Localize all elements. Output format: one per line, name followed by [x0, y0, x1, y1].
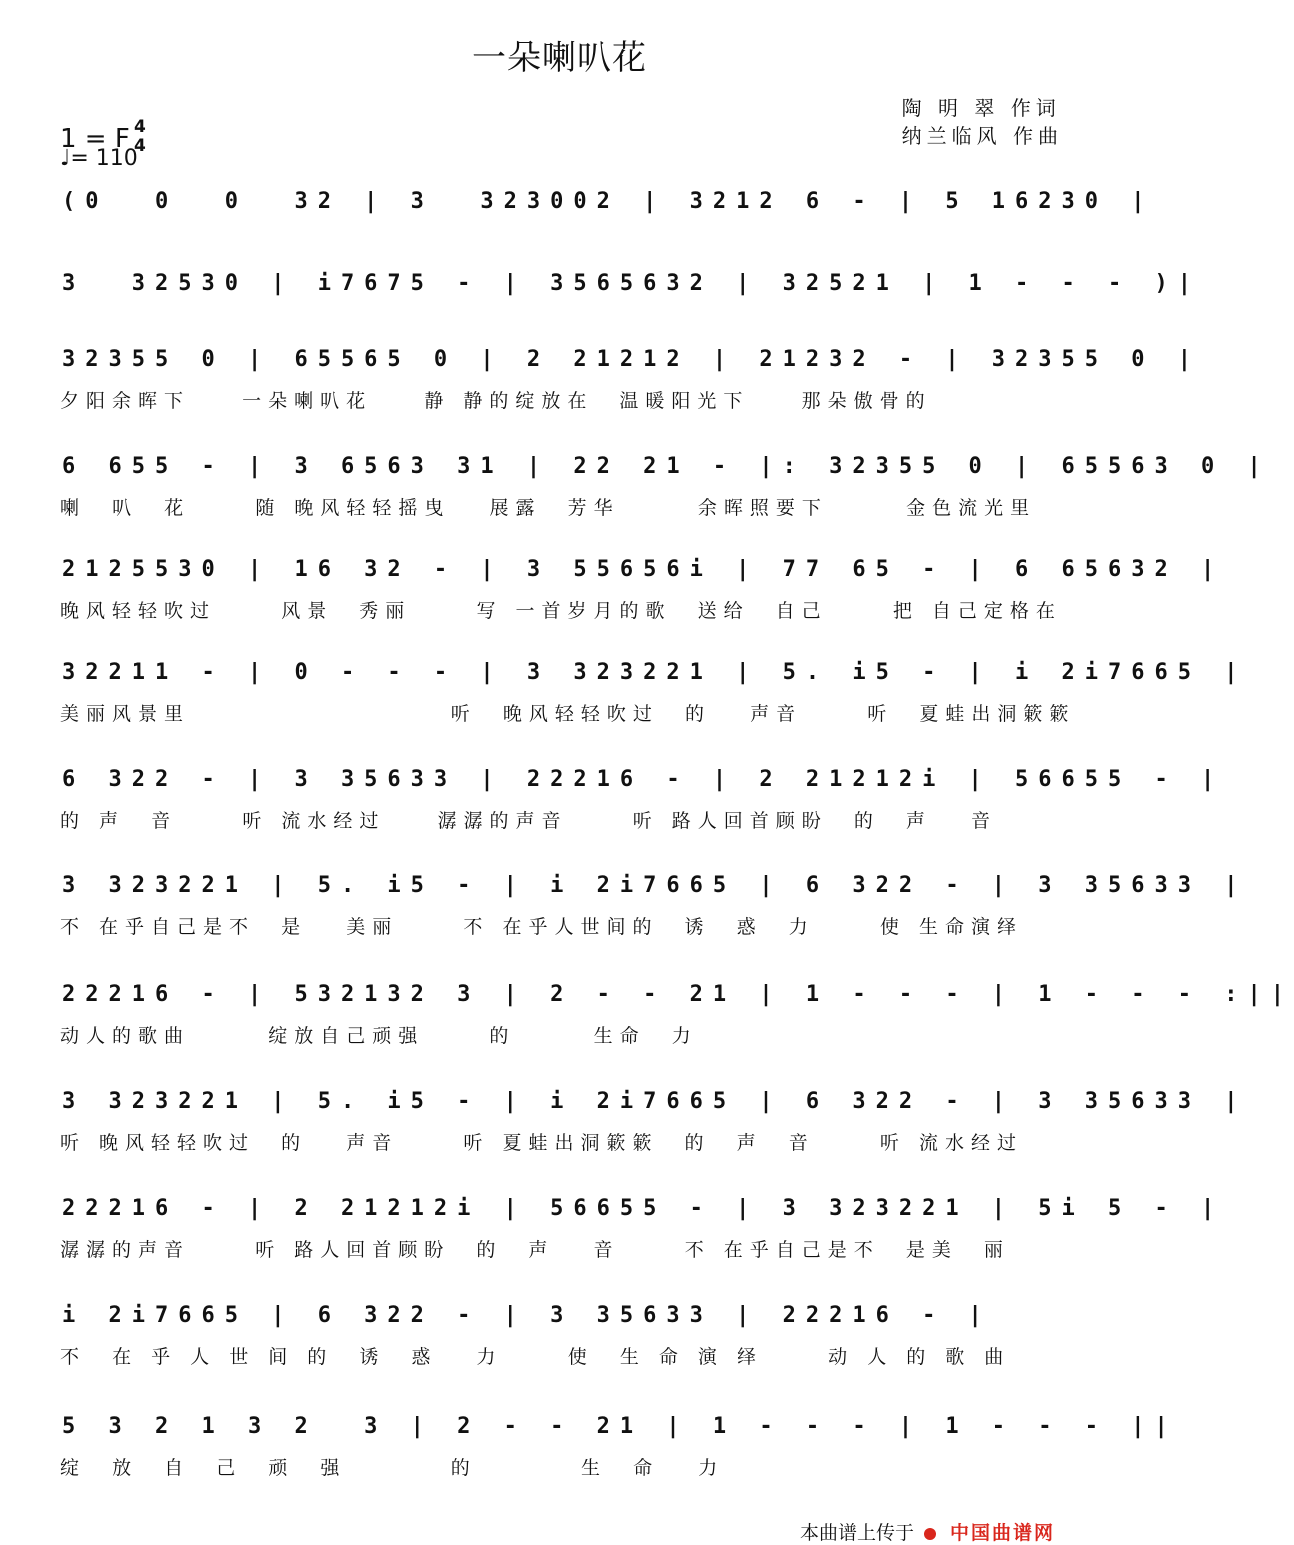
notation-line: 32211 - | 0 - - - | 3 323221 | 5. i5 - | i 2i7665 | [62, 660, 1248, 685]
lyricist-credit: 陶 明 翠 作词 [901, 96, 1061, 120]
lyric-line: 的 声 音 听 流水经过 潺潺的声音 听 路人回首顾盼 的 声 音 [60, 810, 998, 832]
score-row [56, 266, 1202, 336]
lyric-line: 美丽风景里 听 晚风轻轻吹过 的 声音 听 夏蛙出洞簌簌 [60, 703, 1076, 725]
lyric-line: 不 在乎自己是不 是 美丽 不 在乎人世间的 诱 惑 力 使 生命演绎 [60, 916, 1023, 938]
lyric-line: 夕阳余晖下 一朵喇叭花 静 静的绽放在 温暖阳光下 那朵傲骨的 [60, 390, 932, 412]
time-numerator: 4 [134, 117, 146, 137]
lyric-line: 潺潺的声音 听 路人回首顾盼 的 声 音 不 在乎自己是不 是美 丽 [60, 1239, 1010, 1261]
notation-line: 6 322 - | 3 35633 | 22216 - | 2 21212i | 56655 - | [62, 767, 1225, 792]
notation-line: 2125530 | 16 32 - | 3 55656i | 77 65 - | 6 65632 | [62, 557, 1225, 582]
key-label: 1 = F [60, 124, 130, 154]
score-row [56, 1191, 1225, 1261]
score-row [56, 449, 1271, 519]
lyric-line: 听 晚风轻轻吹过 的 声音 听 夏蛙出洞簌簌 的 声 音 听 流水经过 [60, 1132, 1023, 1154]
score-row [56, 184, 1155, 254]
composer-credit: 纳兰临风 作曲 [901, 124, 1063, 148]
score-row [56, 868, 1248, 938]
site-brand[interactable]: 中国曲谱网 [950, 1522, 1056, 1544]
notation-line: 22216 - | 2 21212i | 56655 - | 3 323221 | 5i 5 - | [62, 1196, 1225, 1221]
tempo-marking: ♩= 110 [60, 146, 138, 171]
notation-line: 3 323221 | 5. i5 - | i 2i7665 | 6 322 - | 3 35633 | [62, 1089, 1248, 1114]
score-row [56, 977, 1294, 1047]
footer-text: 本曲谱上传于 [800, 1522, 915, 1544]
score-row [56, 552, 1225, 622]
score-row [56, 1084, 1248, 1154]
notation-line: (0 0 0 32 | 3 323002 | 3212 6 - | 5 16230 | [62, 189, 1155, 214]
time-denominator: 4 [134, 136, 146, 156]
notation-line: 22216 - | 532132 3 | 2 - - 21 | 1 - - - | 1 - - - :|| [62, 982, 1294, 1007]
notation-line: 6 655 - | 3 6563 31 | 22 21 - |: 32355 0 | 65563 0 | [62, 454, 1271, 479]
notation-line: 3 323221 | 5. i5 - | i 2i7665 | 6 322 - | 3 35633 | [62, 873, 1248, 898]
credits [902, 94, 1063, 150]
notation-line: 3 32530 | i7675 - | 3565632 | 32521 | 1 - - - )| [62, 271, 1202, 296]
lyric-line: 不 在 乎 人 世 间 的 诱 惑 力 使 生 命 演 绎 动 人 的 歌 曲 [60, 1346, 1011, 1368]
score-row [56, 655, 1248, 725]
score-row [56, 1298, 1066, 1368]
key-signature [60, 118, 190, 178]
lyric-line: 绽 放 自 己 顽 强 的 生 命 力 [60, 1457, 725, 1479]
upload-footer [800, 1518, 1055, 1545]
lyric-line: 喇 叭 花 随 晚风轻轻摇曳 展露 芳华 余晖照要下 金色流光里 [60, 497, 1037, 519]
score-row [56, 762, 1225, 832]
notation-line: i 2i7665 | 6 322 - | 3 35633 | 22216 - | [62, 1303, 992, 1328]
page-title: 一朵喇叭花 [472, 38, 647, 78]
logo-icon [924, 1528, 936, 1540]
notation-line: 5 3 2 1 3 2 3 | 2 - - 21 | 1 - - - | 1 - - - || [62, 1414, 1178, 1439]
score-row [56, 1409, 1178, 1479]
lyric-line: 动人的歌曲 绽放自己顽强 的 生命 力 [60, 1025, 698, 1047]
notation-line: 32355 0 | 65565 0 | 2 21212 | 21232 - | 32355 0 | [62, 347, 1202, 372]
lyric-line: 晚风轻轻吹过 风景 秀丽 写 一首岁月的歌 送给 自己 把 自己定格在 [60, 600, 1062, 622]
score-row [56, 342, 1202, 412]
